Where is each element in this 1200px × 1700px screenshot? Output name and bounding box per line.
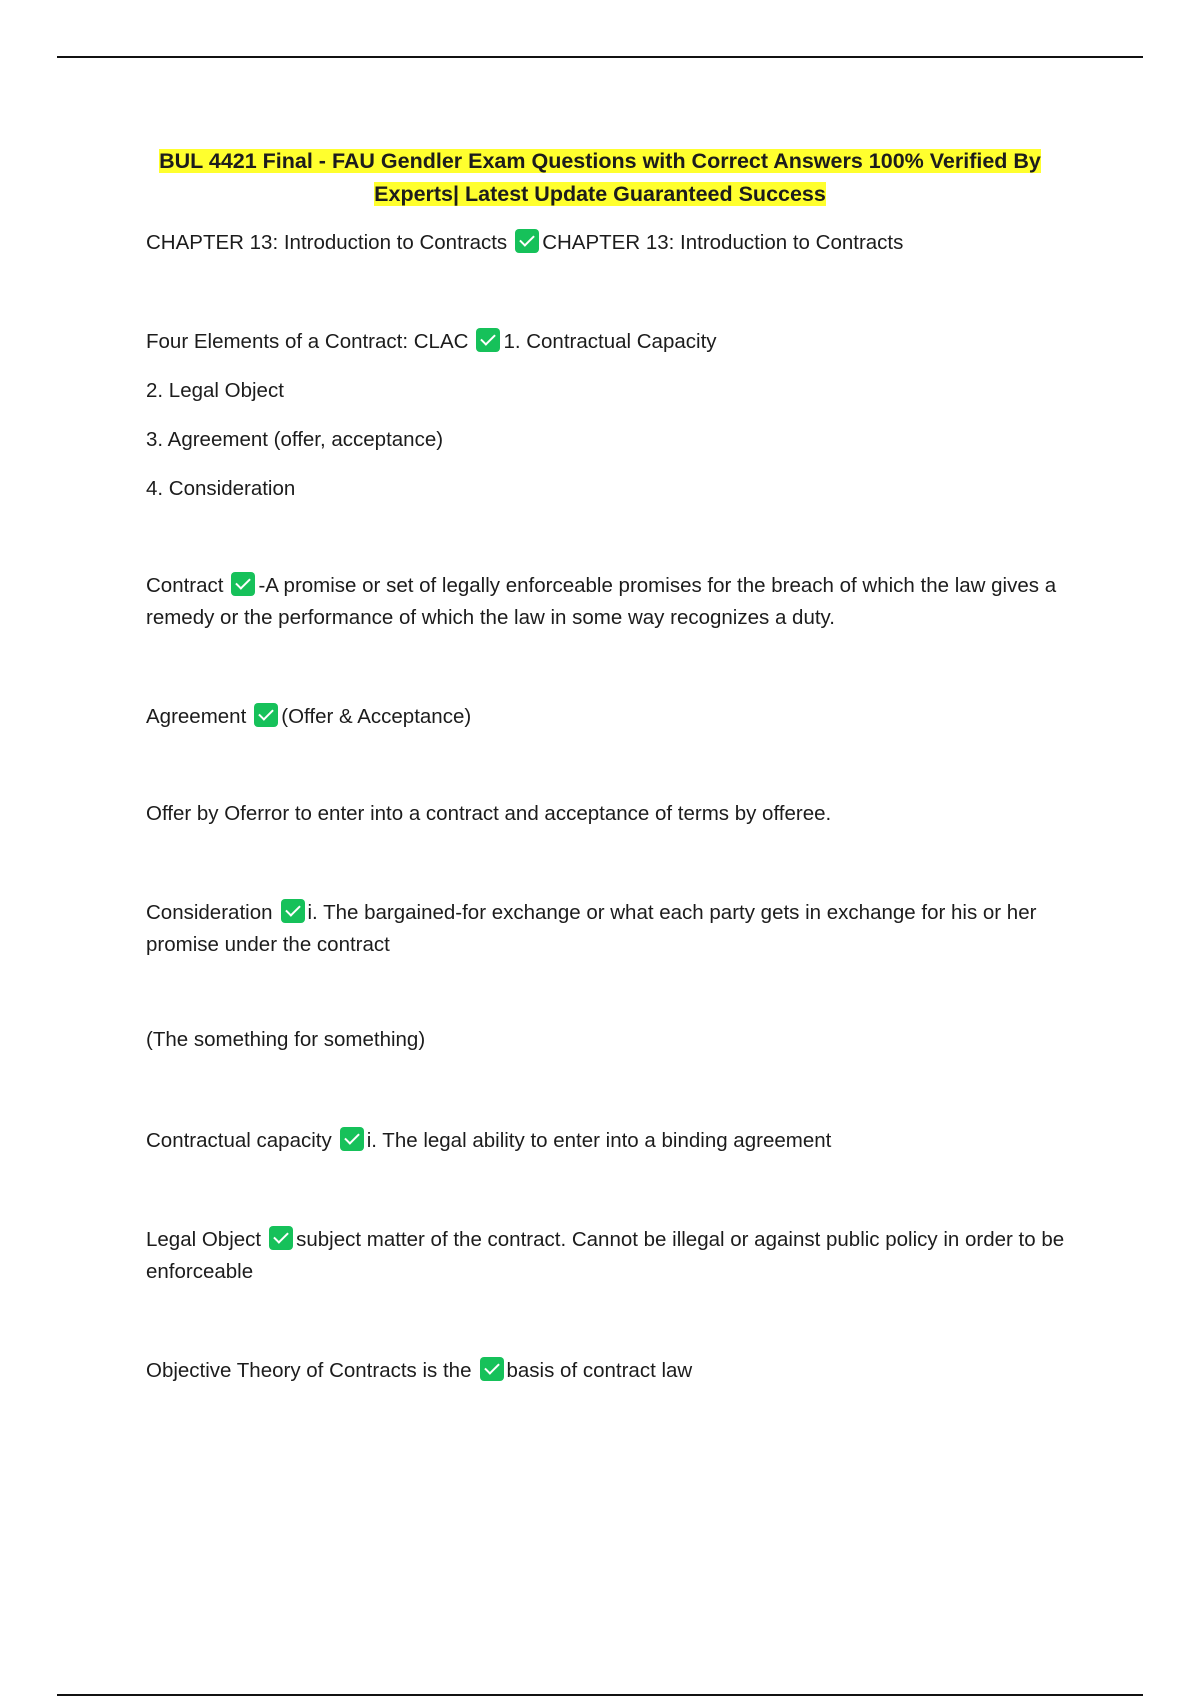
term: Legal Object <box>146 1228 262 1251</box>
footer-rule <box>57 1694 1143 1696</box>
entry-chapter <box>146 227 1076 259</box>
entry-agreement <box>146 701 1076 733</box>
term: Consideration <box>146 901 273 924</box>
term: Objective Theory of Contracts is the <box>146 1359 472 1382</box>
entry-four-elements <box>146 326 1076 358</box>
answer: -A promise or set of legally enforceable promises for the breach of which the law gives a remedy or the performance of which the law in some way recognizes a duty. <box>146 574 1057 629</box>
answer: subject matter of the contract. Cannot be illegal or against public policy in order to be enforceable <box>146 1228 1065 1283</box>
answer: 1. Contractual Capacity <box>503 330 717 353</box>
checkmark-icon <box>254 703 278 727</box>
answer: CHAPTER 13: Introduction to Contracts <box>542 231 904 254</box>
list-item: 2. Legal Object <box>146 379 284 402</box>
checkmark-icon <box>269 1226 293 1250</box>
entry-note: (The something for something) <box>146 1028 426 1051</box>
header-rule <box>57 56 1143 58</box>
entry-note: Offer by Oferror to enter into a contract and acceptance of terms by offeree. <box>146 802 832 825</box>
answer: basis of contract law <box>506 1359 693 1382</box>
entry-legal-object <box>146 1224 1076 1288</box>
term: Agreement <box>146 705 247 728</box>
answer: i. The bargained-for exchange or what each party gets in exchange for his or her promise under the contract <box>146 901 1037 956</box>
term: Contract <box>146 574 224 597</box>
entry-objective-theory <box>146 1355 1076 1387</box>
term: Four Elements of a Contract: CLAC <box>146 330 469 353</box>
term: CHAPTER 13: Introduction to Contracts <box>146 231 508 254</box>
entry-contractual-capacity <box>146 1125 1076 1157</box>
checkmark-icon <box>231 572 255 596</box>
term: Contractual capacity <box>146 1129 332 1152</box>
entry-consideration <box>146 897 1076 961</box>
answer: (Offer & Acceptance) <box>281 705 472 728</box>
checkmark-icon <box>281 899 305 923</box>
title-highlight: BUL 4421 Final - FAU Gendler Exam Questions with Correct Answers 100% Verified By Experts| Latest Update Guaranteed Success <box>159 149 1041 206</box>
checkmark-icon <box>480 1357 504 1381</box>
document-title <box>140 145 1060 211</box>
checkmark-icon <box>340 1127 364 1151</box>
entry-contract <box>146 570 1076 634</box>
checkmark-icon <box>515 229 539 253</box>
answer: i. The legal ability to enter into a binding agreement <box>366 1129 832 1152</box>
list-item: 3. Agreement (offer, acceptance) <box>146 428 444 451</box>
list-item: 4. Consideration <box>146 477 296 500</box>
checkmark-icon <box>476 328 500 352</box>
